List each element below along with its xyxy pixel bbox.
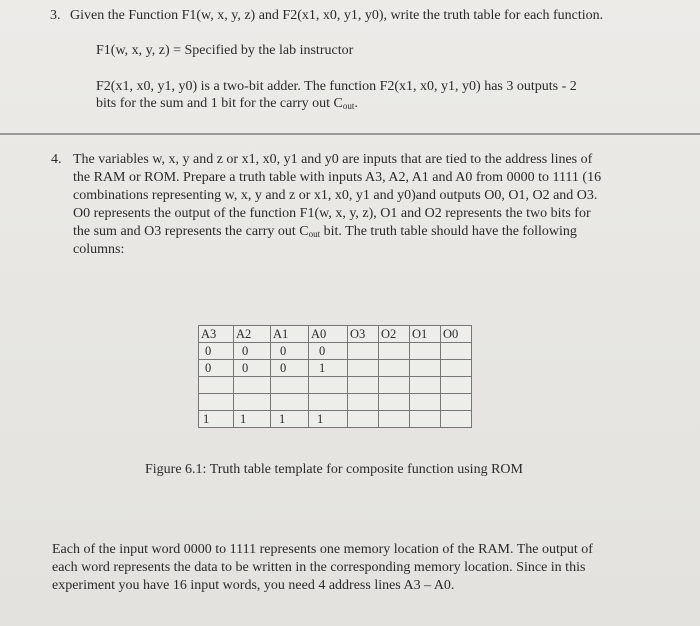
question-3-line-1: Given the Function F1(w, x, y, z) and F2(x1, x0, y1, y0), write the truth table for each function. (70, 8, 604, 23)
table-cell (441, 360, 472, 377)
table-cell: 0 (234, 343, 271, 360)
header-a1: A1 (271, 326, 309, 343)
table-cell (379, 343, 410, 360)
table-row (199, 394, 472, 411)
table-cell: 0 (271, 343, 309, 360)
table-cell (348, 377, 379, 394)
question-4 (0, 140, 700, 270)
table-cell (348, 343, 379, 360)
table-cell (441, 377, 472, 394)
header-o3: O3 (348, 326, 379, 343)
closing-paragraph (0, 538, 700, 608)
f2-definition-line-2 (96, 95, 358, 115)
table-cell (348, 411, 379, 428)
truth-table-template (198, 325, 472, 428)
table-cell (410, 411, 441, 428)
table-cell: 0 (234, 360, 271, 377)
table-cell (348, 394, 379, 411)
closing-line-2: each word represents the data to be written in the corresponding memory location. Since in this (52, 560, 586, 575)
header-a2: A2 (234, 326, 271, 343)
question-4-line-1: The variables w, x, y and z or x1, x0, y1 and y0 are inputs that are tied to the address lines of (73, 152, 593, 167)
question-4-line-6: columns: (73, 242, 125, 257)
header-a0: A0 (309, 326, 348, 343)
header-a3: A3 (199, 326, 234, 343)
table-row (199, 360, 472, 377)
f1-definition: F1(w, x, y, z) = Specified by the lab instructor (96, 43, 354, 58)
f2-definition-line-1: F2(x1, x0, y1, y0) is a two-bit adder. The function F2(x1, x0, y1, y0) has 3 outputs - 2 (96, 79, 577, 94)
q4-line-5-end: bit. The truth table should have the following (320, 224, 577, 239)
table-cell: 0 (199, 360, 234, 377)
table-header-row (199, 326, 472, 343)
header-o1: O1 (410, 326, 441, 343)
table-cell: 1 (234, 411, 271, 428)
question-4-line-4: O0 represents the output of the function F1(w, x, y, z), O1 and O2 represents the two bits for (73, 206, 591, 221)
table-cell (379, 411, 410, 428)
question-4-line-5 (73, 223, 577, 243)
table-cell (348, 360, 379, 377)
f2-line-2-end: . (354, 96, 358, 111)
table-cell (441, 411, 472, 428)
cout-subscript: out (342, 101, 355, 111)
table-cell (410, 394, 441, 411)
table-cell (271, 377, 309, 394)
table-cell (234, 394, 271, 411)
table-cell: 1 (271, 411, 309, 428)
table-cell: 1 (309, 411, 348, 428)
table-cell (410, 360, 441, 377)
figure-caption: Figure 6.1: Truth table template for composite function using ROM (145, 462, 523, 477)
closing-line-3: experiment you have 16 input words, you need 4 address lines A3 – A0. (52, 578, 455, 593)
table-cell: 0 (199, 343, 234, 360)
question-4-number: 4. (51, 152, 62, 167)
table-cell: 0 (271, 360, 309, 377)
table-cell (234, 377, 271, 394)
table-cell (441, 394, 472, 411)
table-cell (410, 377, 441, 394)
question-3 (0, 0, 700, 130)
table-cell (199, 377, 234, 394)
question-3-number: 3. (50, 8, 61, 23)
q4-line-5-text: the sum and O3 represents the carry out C (73, 224, 309, 239)
f2-line-2-text: bits for the sum and 1 bit for the carry out C (96, 96, 343, 111)
header-o0: O0 (441, 326, 472, 343)
table-cell (199, 394, 234, 411)
table-cell (309, 394, 348, 411)
table-cell (410, 343, 441, 360)
table-cell (379, 360, 410, 377)
table-cell: 1 (199, 411, 234, 428)
table-cell: 0 (309, 343, 348, 360)
question-4-line-2: the RAM or ROM. Prepare a truth table with inputs A3, A2, A1 and A0 from 0000 to 1111 (16 (73, 170, 602, 185)
table-cell: 1 (309, 360, 348, 377)
table-cell (379, 377, 410, 394)
table-row (199, 343, 472, 360)
cout-subscript-2: out (308, 229, 321, 239)
page-divider (0, 133, 700, 135)
question-4-line-3: combinations representing w, x, y and z or x1, x0, y1 and y0)and outputs O0, O1, O2 and O3. (73, 188, 598, 203)
closing-line-1: Each of the input word 0000 to 1111 represents one memory location of the RAM. The output of (52, 542, 593, 557)
header-o2: O2 (379, 326, 410, 343)
table-cell (271, 394, 309, 411)
table-cell (379, 394, 410, 411)
table-row (199, 377, 472, 394)
table-cell (309, 377, 348, 394)
table-cell (441, 343, 472, 360)
table-row (199, 411, 472, 428)
